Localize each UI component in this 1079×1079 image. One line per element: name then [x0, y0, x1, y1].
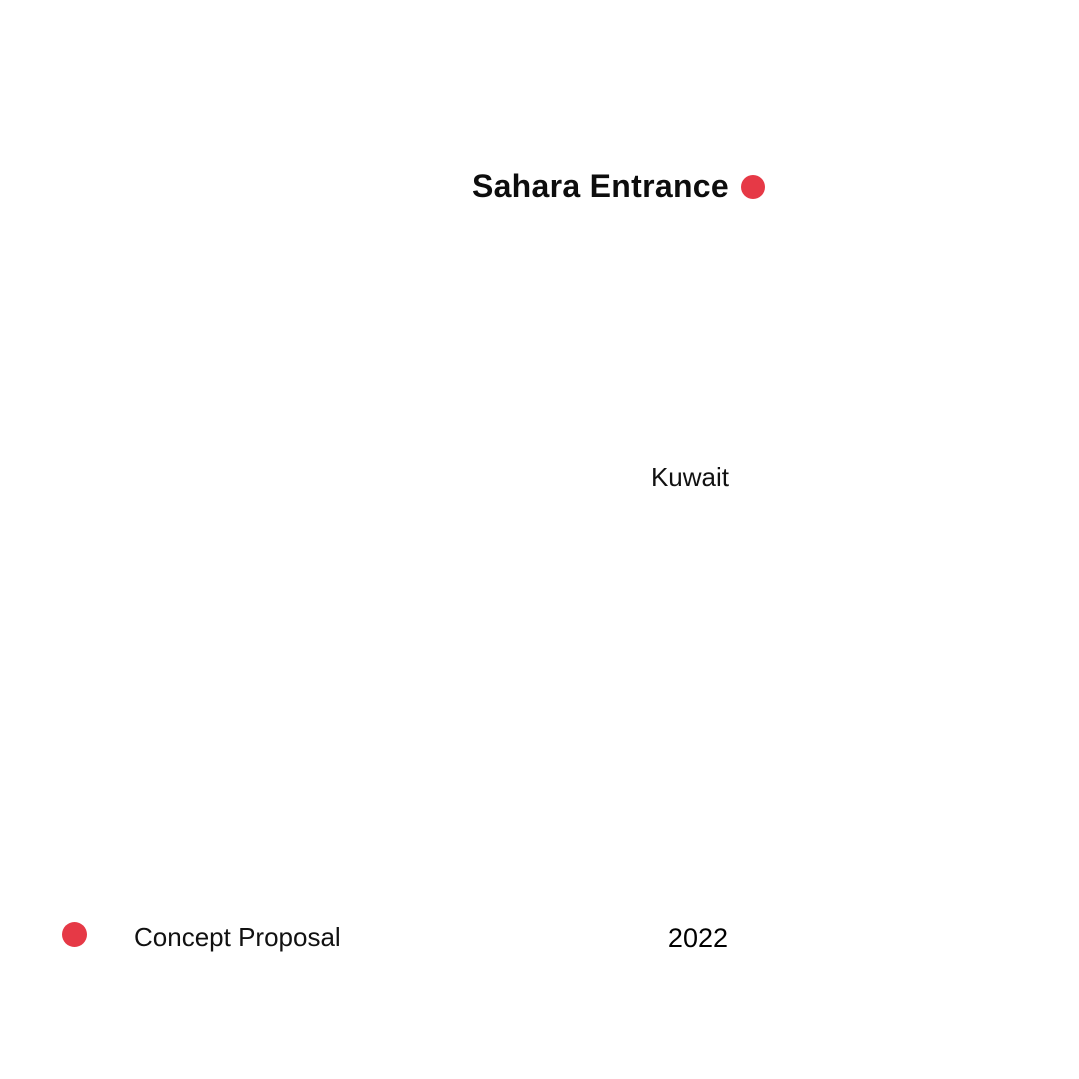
project-title: Sahara Entrance — [471, 168, 729, 204]
project-category: Concept Proposal — [134, 922, 341, 952]
title-red-dot-icon — [741, 175, 765, 199]
project-year: 2022 — [667, 923, 728, 953]
project-location: Kuwait — [650, 462, 729, 492]
category-red-dot-icon — [62, 922, 87, 947]
